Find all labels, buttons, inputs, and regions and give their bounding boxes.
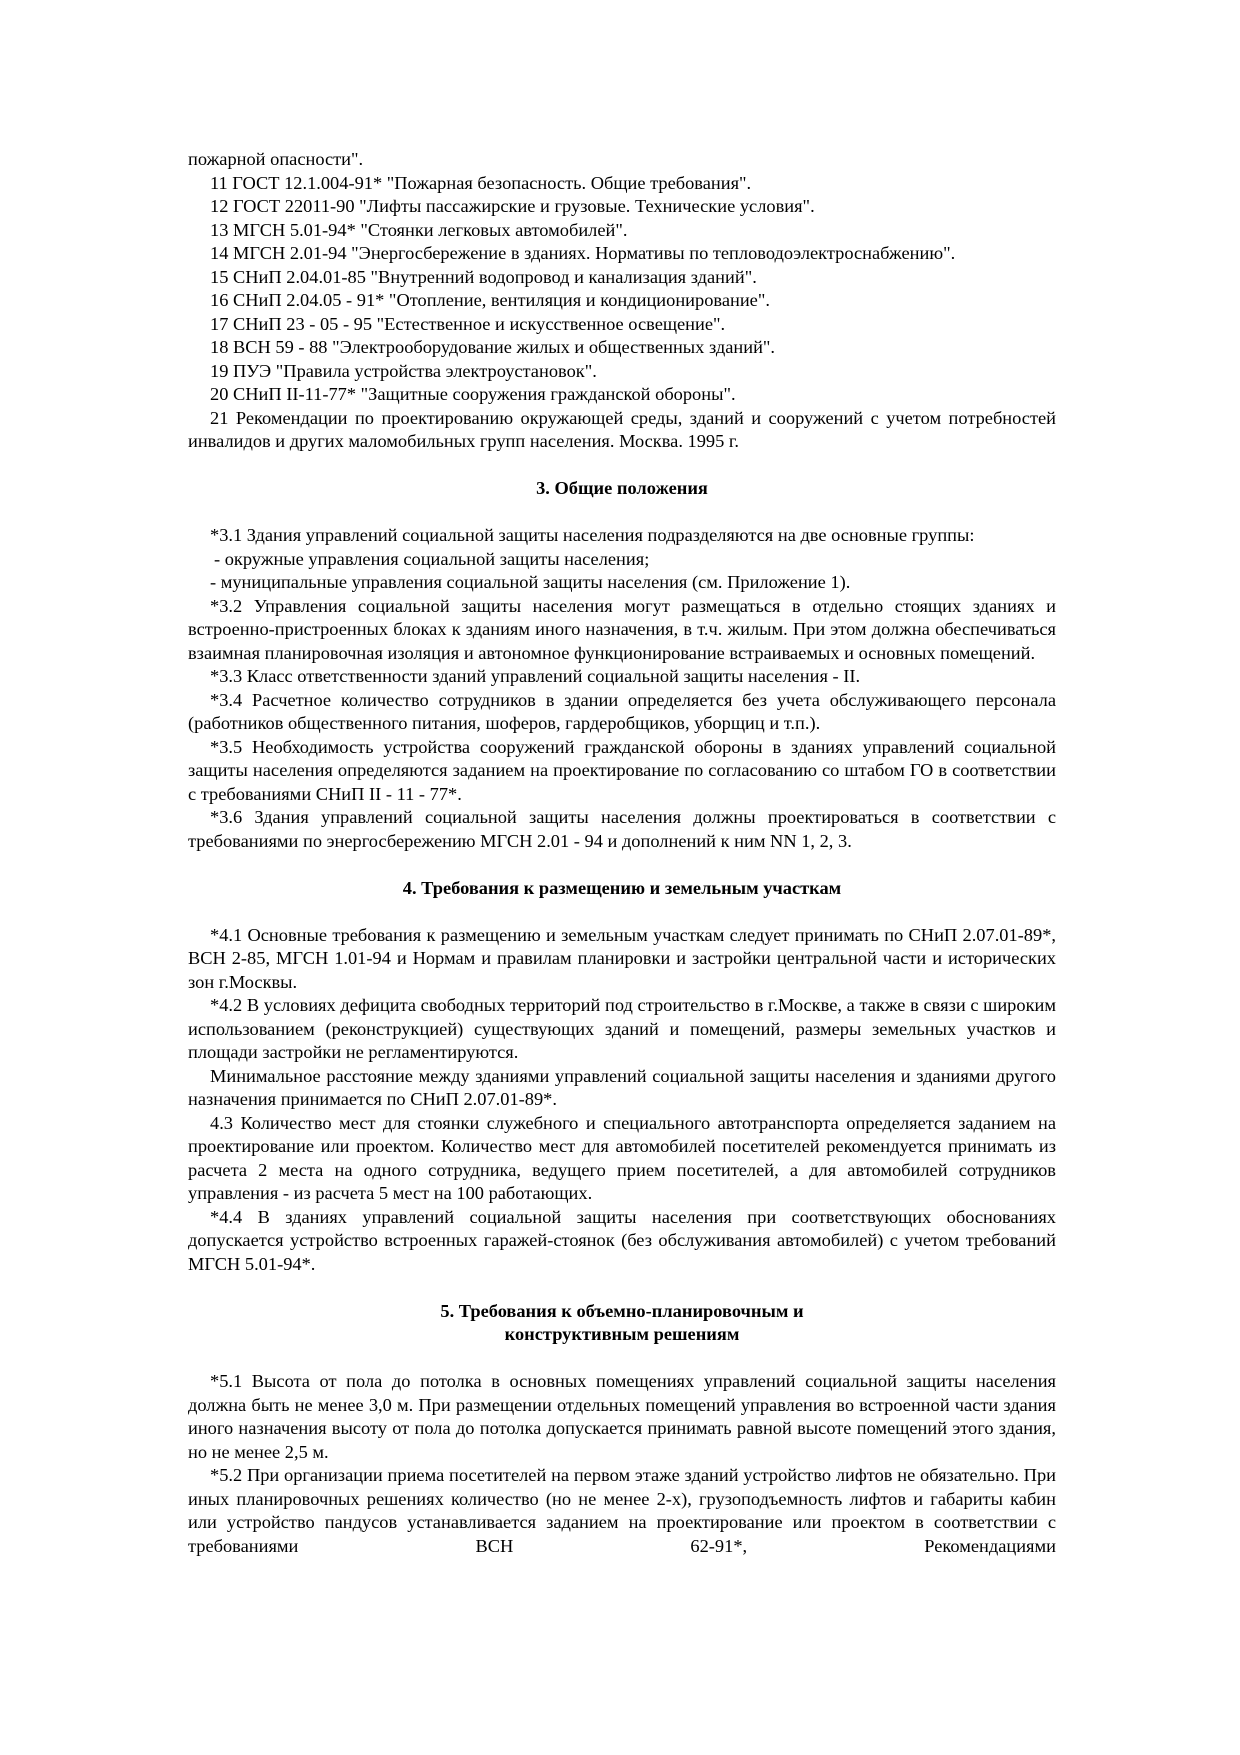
section-4-heading: 4. Требования к размещению и земельным участкам [402,877,842,898]
spacer [188,1276,1056,1300]
reference-item: 11 ГОСТ 12.1.004-91* "Пожарная безопасность. Общие требования". [210,172,752,193]
paragraph: *3.3 Класс ответственности зданий управлений социальной защиты населения - II. [210,666,861,686]
reference-item: 15 СНиП 2.04.01-85 "Внутренний водопровод и канализация зданий". [210,266,757,287]
reference-item: 20 СНиП II-11-77* "Защитные сооружения гражданской обороны". [210,384,736,404]
reference-item: 21 Рекомендации по проектированию окружающей среды, зданий и сооружений с учетом потребностей инвалидов и других маломобильных групп населения. Москва. 1995 г. [188,407,1056,451]
section-5-heading-line-2: конструктивным решениям [504,1324,740,1344]
paragraph: *5.2 При организации приема посетителей на первом этаже зданий устройство лифтов не обязательно. При иных планировочных решениях количество (но не менее 2-х), грузоподъемность лифтов и габариты кабин или устройство пандусов устанавливается заданием на проектирование или проектом в соответствии с требованиями ВСН 62-91*, Рекомендациями [188,1465,1056,1556]
reference-item: 17 СНиП 23 - 05 - 95 "Естественное и искусственное освещение". [210,313,726,334]
paragraph: *3.1 Здания управлений социальной защиты населения подразделяются на две основные группы: [210,525,975,545]
reference-item: 12 ГОСТ 22011-90 "Лифты пассажирские и грузовые. Технические условия". [210,196,815,216]
spacer [188,900,1056,924]
paragraph: *4.2 В условиях дефицита свободных территорий под строительство в г.Москве, а также в связи с широким использованием (реконструкцией) существующих зданий и помещений, размеры земельных участков и площади застройки не регламентируются. [188,995,1056,1062]
reference-item: 16 СНиП 2.04.05 - 91* "Отопление, вентиляция и кондиционирование". [210,290,770,310]
spacer [188,454,1056,478]
paragraph: 4.3 Количество мест для стоянки служебного и специального автотранспорта определяется заданием на проектирование или проектом. Количество мест для автомобилей посетителей рекомендуется принимать из расчета 2 места на одного сотрудника, ведущего прием посетителей, а для автомобилей сотрудников управления - из расчета 5 мест на 100 работающих. [188,1112,1056,1203]
list-item: - муниципальные управления социальной защиты населения (см. Приложение 1). [210,572,851,592]
spacer [188,501,1056,525]
paragraph: *3.6 Здания управлений социальной защиты населения должны проектироваться в соответствии с требованиями по энергосбережению МГСН 2.01 - 94 и дополнений к ним NN 1, 2, 3. [188,807,1056,851]
section-3-heading: 3. Общие положения [536,478,708,498]
reference-item: 18 ВСН 59 - 88 "Электрооборудование жилых и общественных зданий". [210,337,776,357]
list-item: - окружные управления социальной защиты населения; [214,548,650,569]
reference-item: 19 ПУЭ "Правила устройства электроустановок". [210,360,597,381]
paragraph: *3.4 Расчетное количество сотрудников в здании определяется без учета обслуживающего персонала (работников общественного питания, шоферов, гардеробщиков, уборщиц и т.п.). [188,689,1056,733]
spacer [188,1347,1056,1371]
paragraph: Минимальное расстояние между зданиями управлений социальной защиты населения и зданиями другого назначения принимается по СНиП 2.07.01-89*. [188,1065,1056,1109]
paragraph: *4.4 В зданиях управлений социальной защиты населения при соответствующих обоснованиях допускается устройство встроенных гаражей-стоянок (без обслуживания автомобилей) с учетом требований МГСН 5.01-94*. [188,1206,1056,1274]
reference-item: 14 МГСН 2.01-94 "Энергосбережение в зданиях. Нормативы по тепловодоэлектроснабжению". [210,243,956,263]
reference-item: 13 МГСН 5.01-94* "Стоянки легковых автомобилей". [210,219,628,240]
paragraph: *4.1 Основные требования к размещению и земельным участкам следует принимать по СНиП 2.07.01-89*, ВСН 2-85, МГСН 1.01-94 и Нормам и правилам планировки и застройки центральной части и исторических зон г.Москвы. [188,924,1056,992]
reference-continuation: пожарной опасности". [188,149,364,169]
paragraph: *3.5 Необходимость устройства сооружений гражданской обороны в зданиях управлений социальной защиты населения определяются заданием на проектирование по согласованию со штабом ГО в соответствии с требованиями СНиП II - 11 - 77*. [188,736,1056,804]
section-5-heading-line-1: 5. Требования к объемно-планировочным и [440,1300,804,1321]
paragraph: *5.1 Высота от пола до потолка в основных помещениях управлений социальной защиты населения должна быть не менее 3,0 м. При размещении отдельных помещений управления во встроенной части здания иного назначения высоту от пола до потолка допускается принимать равной высоте помещений этого здания, но не менее 2,5 м. [188,1371,1056,1462]
paragraph: *3.2 Управления социальной защиты населения могут размещаться в отдельно стоящих зданиях и встроенно-пристроенных блоках к зданиям иного назначения, в т.ч. жилым. При этом должна обеспечиваться взаимная планировочная изоляция и автономное функционирование встраиваемых и основных помещений. [188,595,1056,663]
spacer [188,853,1056,877]
document-body [188,148,1056,1558]
